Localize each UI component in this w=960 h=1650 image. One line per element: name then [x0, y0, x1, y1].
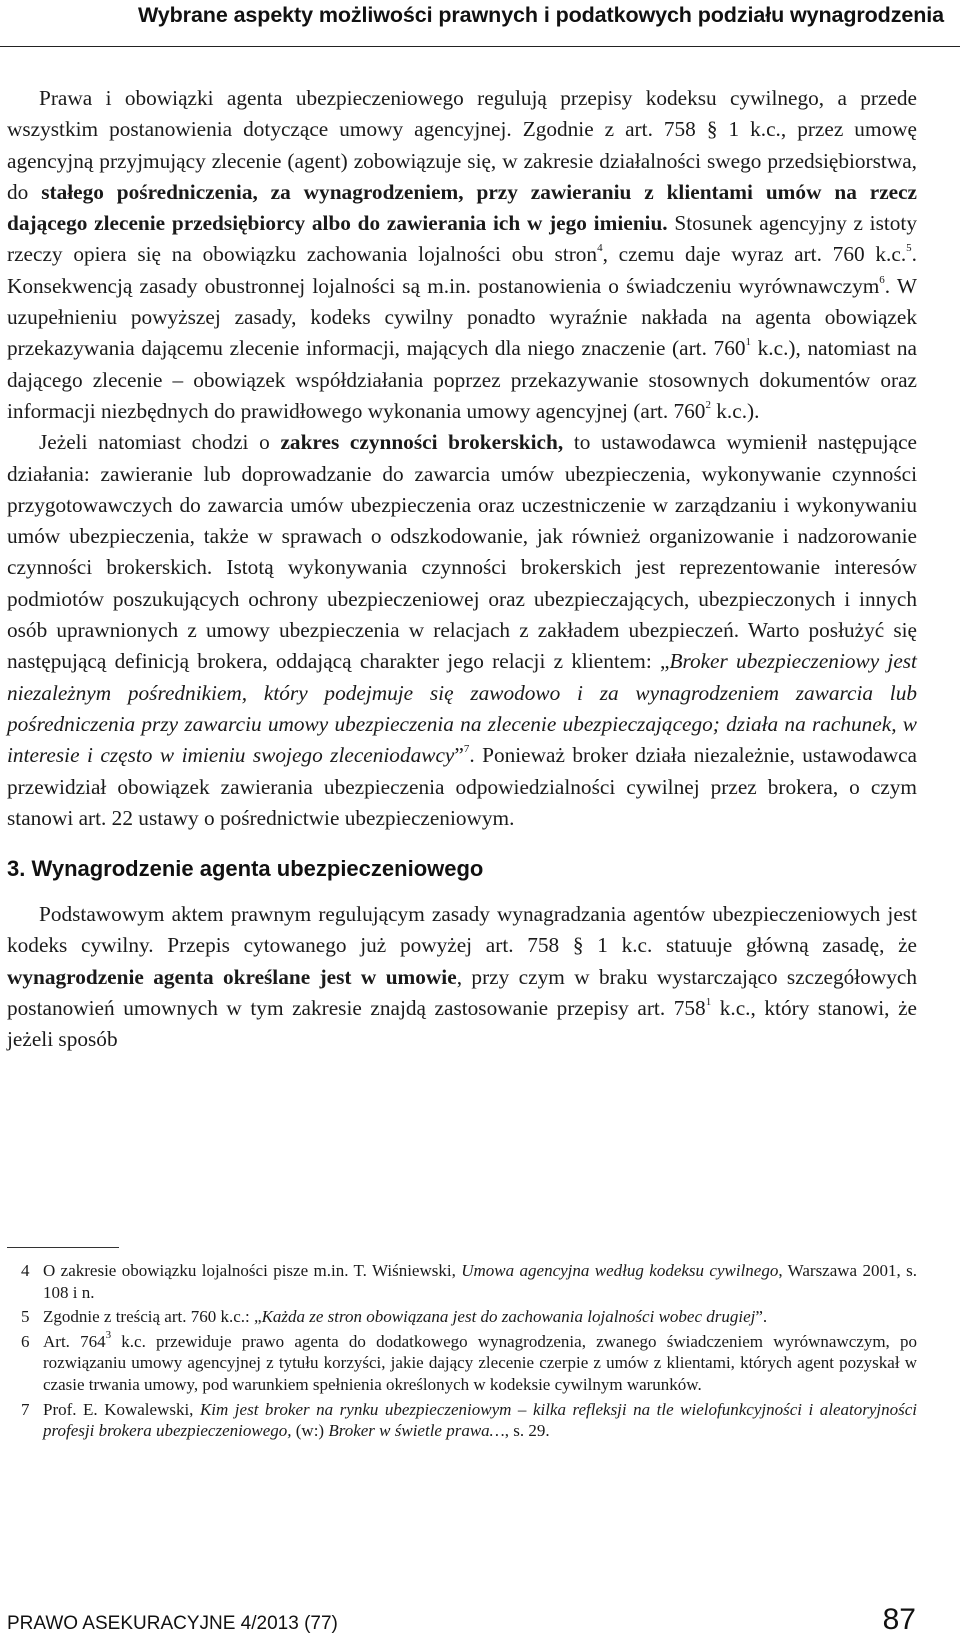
- page-number: 87: [882, 1603, 916, 1636]
- paragraph-agent-remuneration: Podstawowym aktem prawnym regulującym zasady wynagradzania agentów ubezpieczeniowych jest kodeks cywilny. Przepis cytowanego już powyżej art. 758 § 1 k.c. statuuje główną zasadę, że wynagrodzenie agenta określane jest w umowie, przy czym w braku wystarczająco szczegółowych postanowień umownych w tym zakresie znajdą zastosowanie przepisy art. $758^1$ k.c., który stanowi, że jeżeli sposób: [7, 902, 917, 1052]
- footnotes: [7, 1260, 917, 1445]
- footnote-ref-6[interactable]: 6: [879, 273, 885, 286]
- footnote-6: 6 Art. $764^3$ k.c. przewiduje prawo agenta do dodatkowego wynagrodzenia, zwanego świadczeniem wyrównawczym, po rozwiązaniu umowy agencyjnej z tytułu korzyści, jakie dający zlecenie czerpie z umów z klientami, których agent pozyskał w czasie trwania umowy, pod warunkiem spełnienia określonych w kodeksie cywilnym warunków.: [21, 1329, 917, 1394]
- running-header-title: Wybrane aspekty możliwości prawnych i podatkowych podziału wynagrodzenia: [137, 3, 944, 27]
- journal-footer: PRAWO ASEKURACYJNE 4/2013 (77): [7, 1613, 338, 1634]
- footnote-ref-4[interactable]: 4: [597, 242, 603, 255]
- footnote-ref-7[interactable]: 7: [463, 743, 470, 756]
- paragraph-agent-obligations: Prawa i obowiązki agenta ubezpieczeniowego regulują przepisy kodeksu cywilnego, a przede wszystkim postanowienia dotyczące umowy agencyjnej. Zgodnie z art. 758 § 1 k.c., przez umowę agencyjną przyjmujący zlecenie (agent) zobowiązuje się, w zakresie działalności swego przedsiębiorstwa, do stałego pośredniczenia, za wynagrodzeniem, przy zawieraniu z klientami umów na rzecz dającego zlecenie przedsiębiorcy albo do zawierania ich w jego imieniu. Stosunek agencyjny z istoty rzeczy opiera się na obowiązku zachowania lojalności obu stron$^4$, czemu daje wyraz art. 760 k.c.$^5$. Konsekwencją zasady obustronnej lojalności są m.in. postanowienia o świadczeniu wyrównawczym$^6$. W uzupełnieniu powyższej zasady, kodeks cywilny ponadto wyraźnie nakłada na agenta obowiązek przekazywania dającemu zlecenie informacji, mających dla niego znaczenie (art. $760^1$ k.c.), natomiast na dającego zlecenie – obowiązek współdziałania poprzez przekazywanie stosownych dokumentów oraz informacji niezbędnych do prawidłowego wykonania umowy agencyjnej (art. $760^2$ k.c.).: [7, 86, 917, 423]
- footnote-separator: [7, 1247, 119, 1248]
- running-header: [0, 0, 960, 47]
- paragraph-broker-activities: Jeżeli natomiast chodzi o zakres czynności brokerskich, to ustawodawca wymienił następujące działania: zawieranie lub doprowadzanie do zawarcia umów ubezpieczenia, wykonywanie czynności przygotowawczych do zawarcia umów ubezpieczenia oraz uczestniczenie w zarządzaniu i wykonywaniu umów ubezpieczenia, także w sprawach o odszkodowanie, jak również organizowanie i nadzorowanie czynności brokerskich. Istotą wykonywania czynności brokerskich jest reprezentowanie interesów podmiotów poszukujących ochrony ubezpieczeniowej oraz ubezpieczających, ubezpieczonych i innych osób uprawnionych z umowy ubezpieczenia w relacjach z zakładem ubezpieczeń. Warto posłużyć się następującą definicją brokera, oddającą charakter jego relacji z klientem: „Broker ubezpieczeniowy jest niezależnym pośrednikiem, który podejmuje się zawodowo i za wynagrodzeniem zawarcia lub pośredniczenia przy zawarciu umowy ubezpieczenia na zlecenie ubezpieczającego; działa na rachunek, w interesie i często w imieniu swojego zleceniodawcy”$^7$. Ponieważ broker działa niezależnie, ustawodawca przewidział obowiązek zawierania ubezpieczenia odpowiedzialności cywilnej przez brokera, o czym stanowi art. 22 ustawy o pośrednictwie ubezpieczeniowym.: [7, 430, 917, 830]
- article-superscript: 2: [705, 398, 711, 411]
- main-text: [7, 83, 917, 1056]
- footnote-5: 5 Zgodnie z treścią art. 760 k.c.: „Każda ze stron obowiązana jest do zachowania lojalności wobec drugiej”.: [21, 1307, 768, 1327]
- section-heading-3: 3. Wynagrodzenie agenta ubezpieczeniowego: [7, 856, 484, 882]
- article-superscript: 1: [705, 995, 712, 1008]
- footnote-ref-5[interactable]: 5: [906, 242, 912, 255]
- article-superscript: 1: [745, 336, 751, 349]
- footnote-7: 7 Prof. E. Kowalewski, Kim jest broker na rynku ubezpieczeniowym – kilka refleksji na tle wielofunkcyjności i aleatoryjności profesji brokera ubezpieczeniowego, (w:) Broker w świetle prawa…, s. 29.: [21, 1399, 917, 1441]
- footnote-4: 4 O zakresie obowiązku lojalności pisze m.in. T. Wiśniewski, Umowa agencyjna według kodeksu cywilnego, Warszawa 2001, s. 108 i n.: [21, 1261, 917, 1302]
